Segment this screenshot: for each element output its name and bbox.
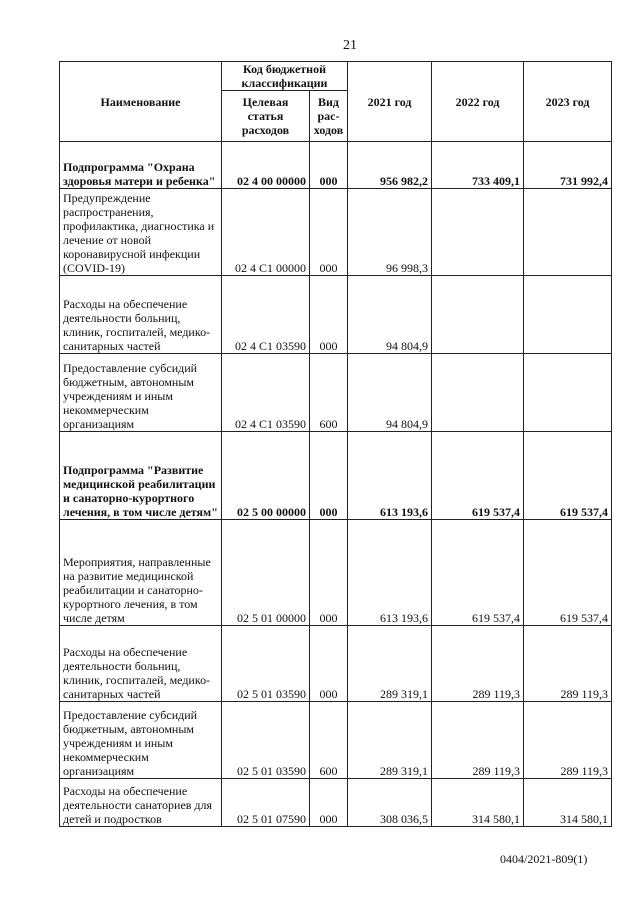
row-code: 02 5 01 00000 xyxy=(222,520,310,626)
row-2022: 289 119,3 xyxy=(432,626,524,702)
row-2022: 619 537,4 xyxy=(432,520,524,626)
row-expense-type: 000 xyxy=(310,276,348,354)
table-row xyxy=(60,189,612,276)
document-number: 0404/2021-809(1) xyxy=(500,852,588,866)
table-row xyxy=(60,142,612,189)
table-row xyxy=(60,779,612,827)
row-code: 02 5 01 03590 xyxy=(222,626,310,702)
header-year-2023: 2023 год xyxy=(524,62,612,142)
header-name: Наименование xyxy=(60,62,222,142)
header-target-article: Целевая статья расходов xyxy=(222,91,310,142)
row-2023 xyxy=(524,276,612,354)
row-name: Предоставление субсидий бюджетным, автономным учреждениям и иным некоммерческим организациям xyxy=(60,702,222,779)
row-expense-type: 000 xyxy=(310,520,348,626)
row-name: Мероприятия, направленные на развитие медицинской реабилитации и санаторно-курортного лечения, в том числе детям xyxy=(60,520,222,626)
header-year-2022: 2022 год xyxy=(432,62,524,142)
row-2022: 619 537,4 xyxy=(432,432,524,520)
row-2023: 619 537,4 xyxy=(524,432,612,520)
table-row xyxy=(60,626,612,702)
row-2023: 619 537,4 xyxy=(524,520,612,626)
row-expense-type: 000 xyxy=(310,779,348,827)
row-2023: 731 992,4 xyxy=(524,142,612,189)
row-2022: 733 409,1 xyxy=(432,142,524,189)
row-2023 xyxy=(524,189,612,276)
row-expense-type: 000 xyxy=(310,142,348,189)
row-name: Подпрограмма "Охрана здоровья матери и ребенка" xyxy=(60,142,222,189)
row-2022: 289 119,3 xyxy=(432,702,524,779)
row-name: Расходы на обеспечение деятельности больниц, клиник, госпиталей, медико-санитарных частей xyxy=(60,626,222,702)
row-2021: 96 998,3 xyxy=(348,189,432,276)
row-2021: 289 319,1 xyxy=(348,702,432,779)
row-name: Предупреждение распространения, профилактика, диагностика и лечение от новой коронавирусной инфекции (COVID-19) xyxy=(60,189,222,276)
row-2023 xyxy=(524,354,612,432)
row-2023: 314 580,1 xyxy=(524,779,612,827)
row-code: 02 4 C1 00000 xyxy=(222,189,310,276)
row-2022 xyxy=(432,189,524,276)
row-code: 02 4 00 00000 xyxy=(222,142,310,189)
row-2021: 308 036,5 xyxy=(348,779,432,827)
row-2023: 289 119,3 xyxy=(524,626,612,702)
row-2021: 613 193,6 xyxy=(348,520,432,626)
row-name: Подпрограмма "Развитие медицинской реабилитации и санаторно-курортного лечения, в том числе детям" xyxy=(60,432,222,520)
table-row xyxy=(60,276,612,354)
row-2022 xyxy=(432,276,524,354)
row-2023: 289 119,3 xyxy=(524,702,612,779)
header-year-2021: 2021 год xyxy=(348,62,432,142)
row-expense-type: 000 xyxy=(310,432,348,520)
table-row xyxy=(60,520,612,626)
header-expense-type: Вид рас-ходов xyxy=(310,91,348,142)
row-code: 02 4 C1 03590 xyxy=(222,276,310,354)
row-name: Предоставление субсидий бюджетным, автономным учреждениям и иным некоммерческим организациям xyxy=(60,354,222,432)
budget-table xyxy=(59,61,612,827)
row-2021: 613 193,6 xyxy=(348,432,432,520)
row-expense-type: 000 xyxy=(310,189,348,276)
row-2022 xyxy=(432,354,524,432)
row-expense-type: 000 xyxy=(310,626,348,702)
row-code: 02 5 01 07590 xyxy=(222,779,310,827)
row-expense-type: 600 xyxy=(310,702,348,779)
row-2022: 314 580,1 xyxy=(432,779,524,827)
table-row xyxy=(60,354,612,432)
row-2021: 94 804,9 xyxy=(348,354,432,432)
row-2021: 94 804,9 xyxy=(348,276,432,354)
table-row xyxy=(60,432,612,520)
row-2021: 289 319,1 xyxy=(348,626,432,702)
row-code: 02 4 C1 03590 xyxy=(222,354,310,432)
row-2021: 956 982,2 xyxy=(348,142,432,189)
header-code-group: Код бюджетной классификации xyxy=(222,62,348,91)
row-expense-type: 600 xyxy=(310,354,348,432)
row-name: Расходы на обеспечение деятельности больниц, клиник, госпиталей, медико-санитарных частей xyxy=(60,276,222,354)
page-number: 21 xyxy=(343,38,357,53)
row-name: Расходы на обеспечение деятельности санаториев для детей и подростков xyxy=(60,779,222,827)
table-row xyxy=(60,702,612,779)
row-code: 02 5 01 03590 xyxy=(222,702,310,779)
row-code: 02 5 00 00000 xyxy=(222,432,310,520)
